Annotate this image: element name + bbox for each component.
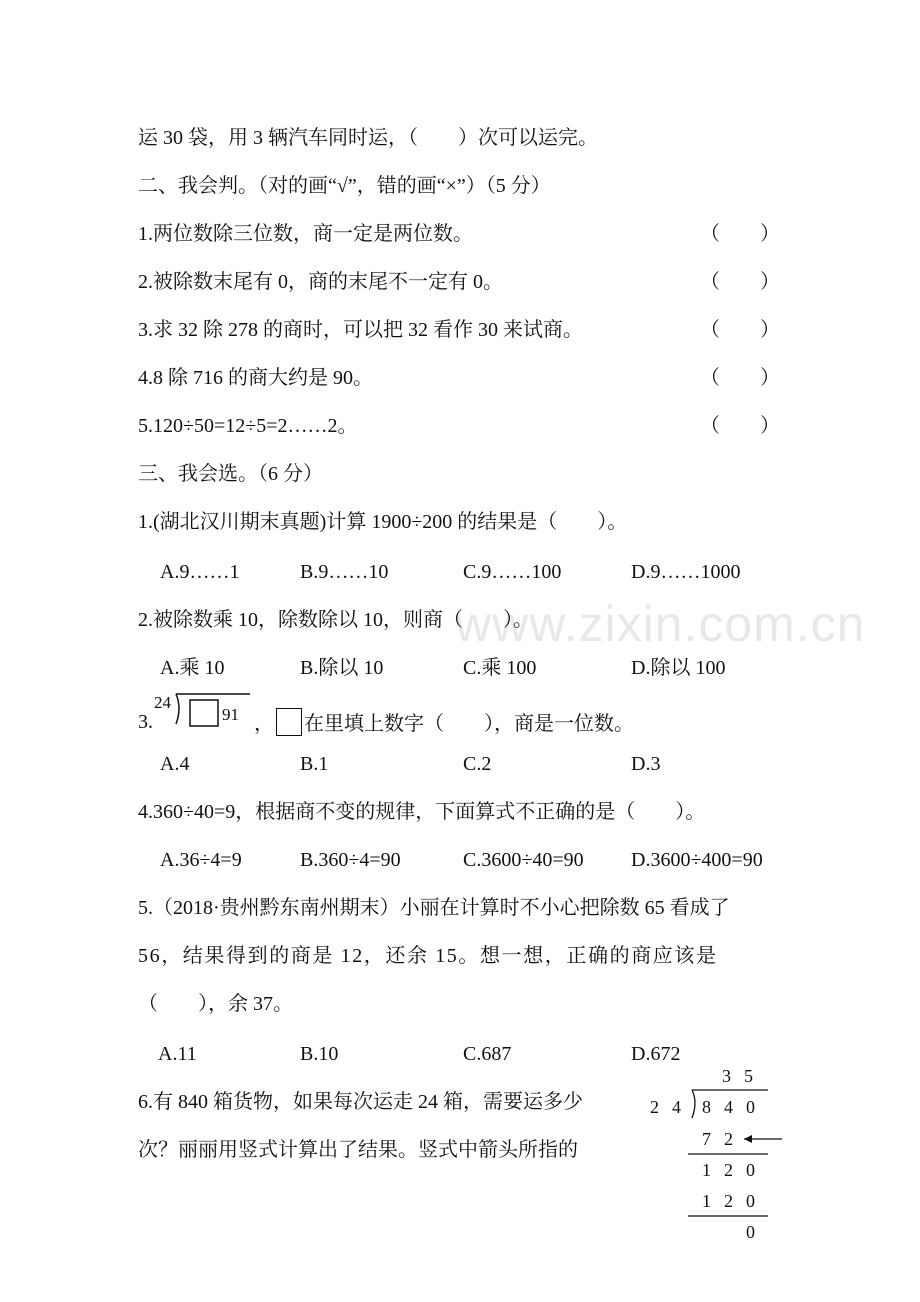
remainder-digit: 0 [746,1222,755,1242]
section-3-title: 三、我会选。（6 分） [138,463,323,485]
quotient-digit: 5 [744,1066,753,1086]
q1-option-a[interactable]: A.9……1 [160,561,240,583]
q5-option-c[interactable]: C.687 [463,1043,512,1065]
choice-question-2: 2.被除数乘 10，除数除以 10，则商（ ）。 [138,609,533,631]
q3-comma: ， [254,713,274,735]
division-bracket [692,1090,695,1118]
mini-division-figure [152,688,254,728]
step3-digit: 0 [746,1191,755,1211]
choice-question-1: 1.(湖北汉川期末真题)计算 1900÷200 的结果是（ ）。 [138,511,628,533]
choice-question-5-line-3: （ ），余 37。 [138,993,293,1015]
judge-answer-1[interactable]: （ ） [700,223,780,245]
judge-item-4: 4.8 除 716 的商大约是 90。 [138,367,373,389]
step2-digit: 2 [724,1160,733,1180]
step2-digit: 0 [746,1160,755,1180]
judge-answer-5[interactable]: （ ） [700,415,780,437]
step3-digit: 1 [702,1191,711,1211]
carryover-line: 运 30 袋，用 3 辆汽车同时运，（ ）次可以运完。 [138,127,598,149]
q3-option-b[interactable]: B.1 [300,753,329,775]
q3-prefix: 3. [138,711,153,733]
q2-option-a[interactable]: A.乘 10 [160,657,225,679]
judge-answer-4[interactable]: （ ） [700,367,780,389]
dividend-digit: 8 [702,1097,711,1117]
q4-option-d[interactable]: D.3600÷400=90 [631,849,763,871]
choice-question-5-line-1: 5.（2018·贵州黔东南州期末）小丽在计算时不小心把除数 65 看成了 [138,897,730,919]
q3-question-text: 在里填上数字（ ），商是一位数。 [304,713,634,735]
blank-digit-box[interactable] [190,700,218,726]
dividend-digit: 4 [724,1097,733,1117]
q4-option-b[interactable]: B.360÷4=90 [300,849,401,871]
q2-option-b[interactable]: B.除以 10 [300,657,384,679]
q4-option-c[interactable]: C.3600÷40=90 [463,849,584,871]
judge-answer-3[interactable]: （ ） [700,319,780,341]
mini-divisor: 24 [154,693,171,712]
step2-digit: 1 [702,1160,711,1180]
q2-option-d[interactable]: D.除以 100 [631,657,726,679]
inline-blank-box[interactable] [276,708,302,736]
q3-option-c[interactable]: C.2 [463,753,492,775]
q5-option-a[interactable]: A.11 [158,1043,197,1065]
q4-option-a[interactable]: A.36÷4=9 [160,849,242,871]
choice-question-6-line-1: 6.有 840 箱货物，如果每次运走 24 箱，需要运多少 [138,1091,583,1113]
division-bracket [176,694,179,724]
step3-digit: 2 [724,1191,733,1211]
choice-question-4: 4.360÷40=9，根据商不变的规律，下面算式不正确的是（ ）。 [138,801,706,823]
judge-answer-2[interactable]: （ ） [700,271,780,293]
quotient-digit: 3 [722,1066,731,1086]
q3-option-a[interactable]: A.4 [160,753,190,775]
step1-digit: 7 [702,1129,711,1149]
judge-item-3: 3.求 32 除 278 的商时，可以把 32 看作 30 来试商。 [138,319,583,341]
q1-option-b[interactable]: B.9……10 [300,561,389,583]
q3-option-d[interactable]: D.3 [631,753,661,775]
q1-option-d[interactable]: D.9……1000 [631,561,741,583]
divisor-digit: 4 [672,1097,681,1117]
watermark: www.zixin.com.cn [455,596,866,652]
choice-question-6-line-2: 次？丽丽用竖式计算出了结果。竖式中箭头所指的 [138,1139,578,1161]
step1-digit: 2 [724,1129,733,1149]
q3-text [254,708,634,738]
q5-option-b[interactable]: B.10 [300,1043,339,1065]
q1-option-c[interactable]: C.9……100 [463,561,562,583]
choice-question-5-line-2: 56，结果得到的商是 12，还余 15。想一想，正确的商应该是 [138,945,718,967]
q2-option-c[interactable]: C.乘 100 [463,657,537,679]
divisor-digit: 2 [650,1097,659,1117]
long-division-figure [640,1062,790,1252]
judge-item-1: 1.两位数除三位数，商一定是两位数。 [138,223,473,245]
q5-option-d[interactable]: D.672 [631,1043,681,1065]
judge-item-5: 5.120÷50=12÷5=2……2。 [138,415,358,437]
judge-item-2: 2.被除数末尾有 0，商的末尾不一定有 0。 [138,271,503,293]
dividend-digit: 0 [746,1097,755,1117]
section-2-title: 二、我会判。（对的画“√”，错的画“×”）（5 分） [138,175,551,197]
mini-dividend-tail: 91 [222,705,239,724]
left-arrow-icon [744,1135,782,1143]
